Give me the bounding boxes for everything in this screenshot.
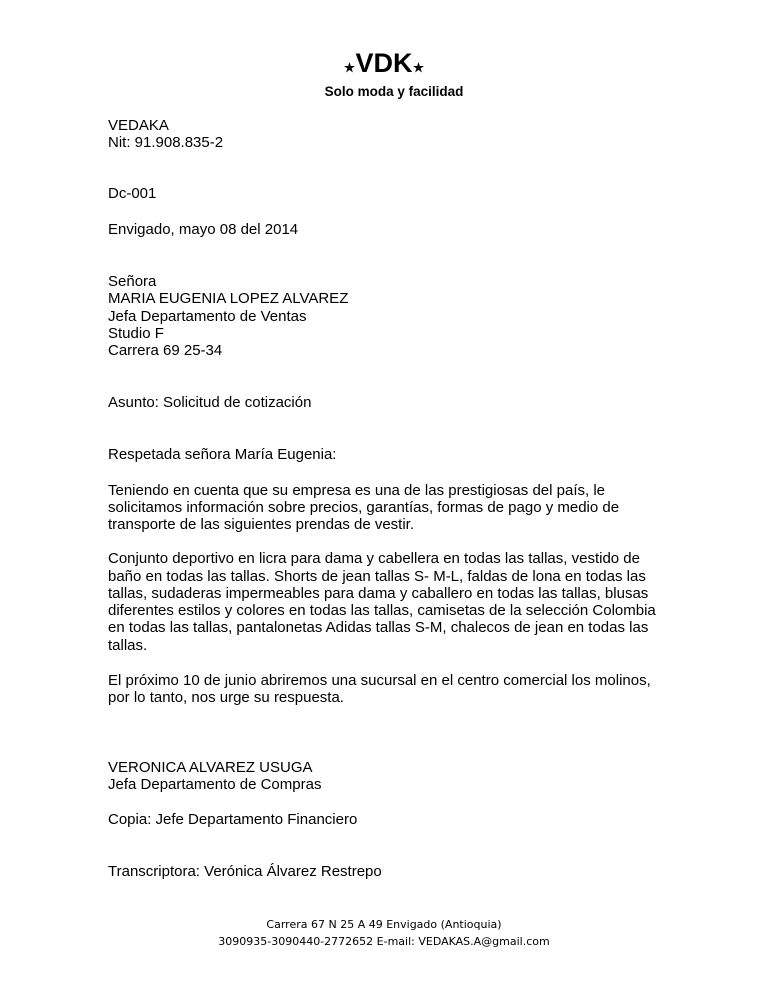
signature-position: Jefa Departamento de Compras bbox=[108, 776, 322, 793]
recipient-address: Carrera 69 25-34 bbox=[108, 342, 223, 359]
body-line: El próximo 10 de junio abriremos una sucursal en el centro comercial los molinos, bbox=[108, 672, 651, 689]
body-line: baño en todas las tallas. Shorts de jean tallas S- M-L, faldas de lona en todas las bbox=[108, 568, 646, 585]
signature-name: VERONICA ALVAREZ USUGA bbox=[108, 759, 313, 776]
footer-contact: 3090935-3090440-2772652 E-mail: VEDAKAS.A@gmail.com bbox=[218, 935, 550, 948]
recipient-position: Jefa Departamento de Ventas bbox=[108, 308, 307, 325]
star-icon bbox=[413, 62, 424, 73]
body-line: tallas. bbox=[108, 637, 148, 654]
body-line: transporte de las siguientes prendas de vestir. bbox=[108, 516, 415, 533]
reference-code: Dc-001 bbox=[108, 185, 157, 202]
body-line: Conjunto deportivo en licra para dama y cabellera en todas las tallas, vestido de bbox=[108, 550, 640, 567]
sender-company: VEDAKA bbox=[108, 117, 169, 134]
letterhead-tagline: Solo moda y facilidad bbox=[324, 84, 464, 99]
letterhead-logo bbox=[0, 48, 768, 78]
subject-line: Asunto: Solicitud de cotización bbox=[108, 394, 312, 411]
body-line: solicitamos información sobre precios, garantías, formas de pago y medio de bbox=[108, 499, 620, 516]
brand-name: VDK bbox=[355, 48, 413, 78]
sender-nit: Nit: 91.908.835-2 bbox=[108, 134, 224, 151]
footer-address: Carrera 67 N 25 A 49 Envigado (Antioquia) bbox=[266, 918, 502, 931]
body-line: tallas, sudaderas impermeables para dama y caballero en todas las tallas, blusas bbox=[108, 585, 649, 602]
body-line: en todas las tallas, pantalonetas Adidas tallas S-M, chalecos de jean en todas las bbox=[108, 619, 649, 636]
recipient-company: Studio F bbox=[108, 325, 164, 342]
place-date: Envigado, mayo 08 del 2014 bbox=[108, 221, 299, 238]
body-line: Teniendo en cuenta que su empresa es una de las prestigiosas del país, le bbox=[108, 482, 605, 499]
star-icon bbox=[344, 62, 355, 73]
copy-line: Copia: Jefe Departamento Financiero bbox=[108, 811, 358, 828]
recipient-salutation: Señora bbox=[108, 273, 157, 290]
transcriber-line: Transcriptora: Verónica Álvarez Restrepo bbox=[108, 863, 382, 880]
recipient-name: MARIA EUGENIA LOPEZ ALVAREZ bbox=[108, 290, 349, 307]
greeting: Respetada señora María Eugenia: bbox=[108, 446, 337, 463]
body-line: por lo tanto, nos urge su respuesta. bbox=[108, 689, 344, 706]
body-line: diferentes estilos y colores en todas las tallas, camisetas de la selección Colombia bbox=[108, 602, 656, 619]
